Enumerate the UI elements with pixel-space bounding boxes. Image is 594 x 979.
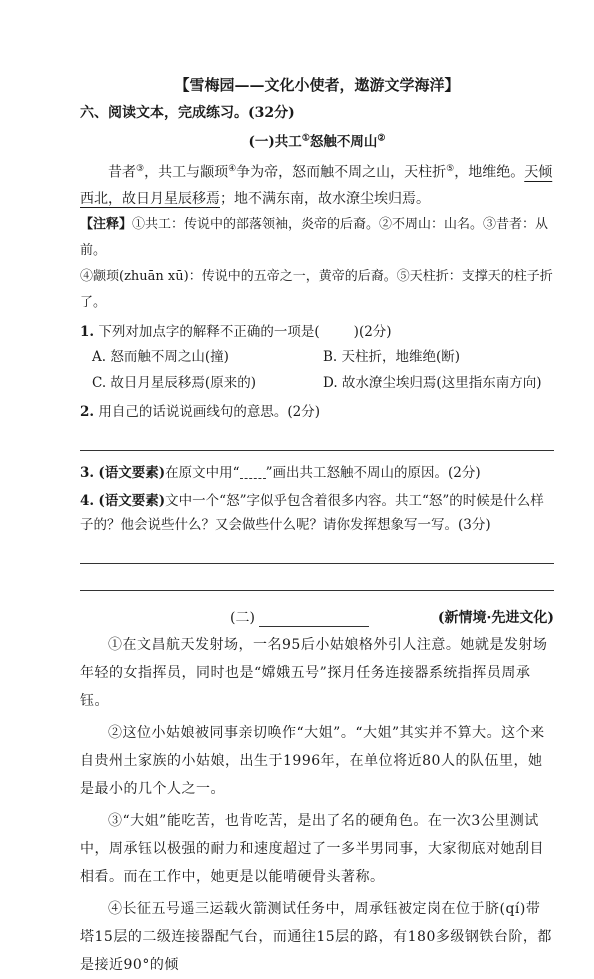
answer-line[interactable] <box>80 564 554 591</box>
paragraph-1: ①在文昌航天发射场，一名95后小姑娘格外引人注意。她就是发射场年轻的女指挥员，同时也是“嫦娥五号”探月任务连接器系统指挥员周承钰。 <box>80 636 548 709</box>
paragraph-3: ③“大姐”能吃苦，也肯吃苦，是出了名的硬角色。在一次3公里测试中，周承钰以极强的耐力和速度超过了一多半男同事，大家彻底对她刮目相看。而在工作中，她更是以能啃硬骨头著称。 <box>80 812 544 885</box>
annotation-block: 【注释】①共工：传说中的部落领袖，炎帝的后裔。②不周山：山名。③昔者：从前。 ④颛顼(zhuān xū)：传说中的五帝之一，黄帝的后裔。⑤天柱折：支撑天的柱子折了。 <box>80 216 553 310</box>
part2-header <box>80 607 554 627</box>
option-a[interactable]: A. 怒而触不周之山(撞) <box>92 348 229 365</box>
underlined-sentence: 天倾西北，故日月星辰移焉 <box>80 164 553 207</box>
classical-text: 昔者③，共工与颛顼④争为帝，怒而触不周之山，天柱折⑤，地维绝。天倾西北，故日月星辰移焉；地不满东南，故水潦尘埃归焉。 <box>80 164 553 207</box>
section-title: 六、阅读文本，完成练习。(32分) <box>80 105 295 121</box>
option-d[interactable]: D. 故水潦尘埃归焉(这里指东南方向) <box>323 374 542 391</box>
answer-line[interactable] <box>80 424 554 451</box>
answer-line[interactable] <box>80 537 554 564</box>
part2-label: (二) <box>230 609 255 626</box>
question-1-options <box>80 344 554 396</box>
part2-tag: (新情境·先进文化) <box>437 609 554 626</box>
paragraph-2: ②这位小姑娘被同事亲切唤作“大姐”。“大姐”其实并不算大。这个来自贵州土家族的小姑娘，出生于1996年，在单位将近80人的队伍里，她是最小的几个人之一。 <box>80 724 545 797</box>
question-4: 4. (语文要素)文中一个“怒”字似乎包含着很多内容。共工“怒”的时候是什么样 子的？他会说些什么？又会做些什么呢？请你发挥想象写一写。(3分) <box>80 492 544 533</box>
question-1: 1. 下列对加点字的解释不正确的一项是( )(2分) <box>80 323 392 340</box>
question-2: 2. 用自己的话说说画线句的意思。(2分) <box>80 403 321 420</box>
paragraph-4: ④长征五号遥三运载火箭测试任务中，周承钰被定岗在位于脐(qí)带塔15层的二级连接器配气台，而通往15层的路，有180多级钢铁台阶，都是接近90°的倾 <box>80 900 552 973</box>
option-b[interactable]: B. 天柱折，地维绝(断) <box>323 348 461 365</box>
wavy-line-mark <box>240 468 266 479</box>
title-blank[interactable] <box>259 610 369 627</box>
question-3: 3. (语文要素)在原文中用“ ”画出共工怒触不周山的原因。(2分) <box>80 464 481 481</box>
part1-title: (一)共工①怒触不周山② <box>248 133 386 150</box>
banner-title: 【雪梅园——文化小使者，遨游文学海洋】 <box>174 76 460 94</box>
option-c[interactable]: C. 故日月星辰移焉(原来的) <box>92 374 256 391</box>
